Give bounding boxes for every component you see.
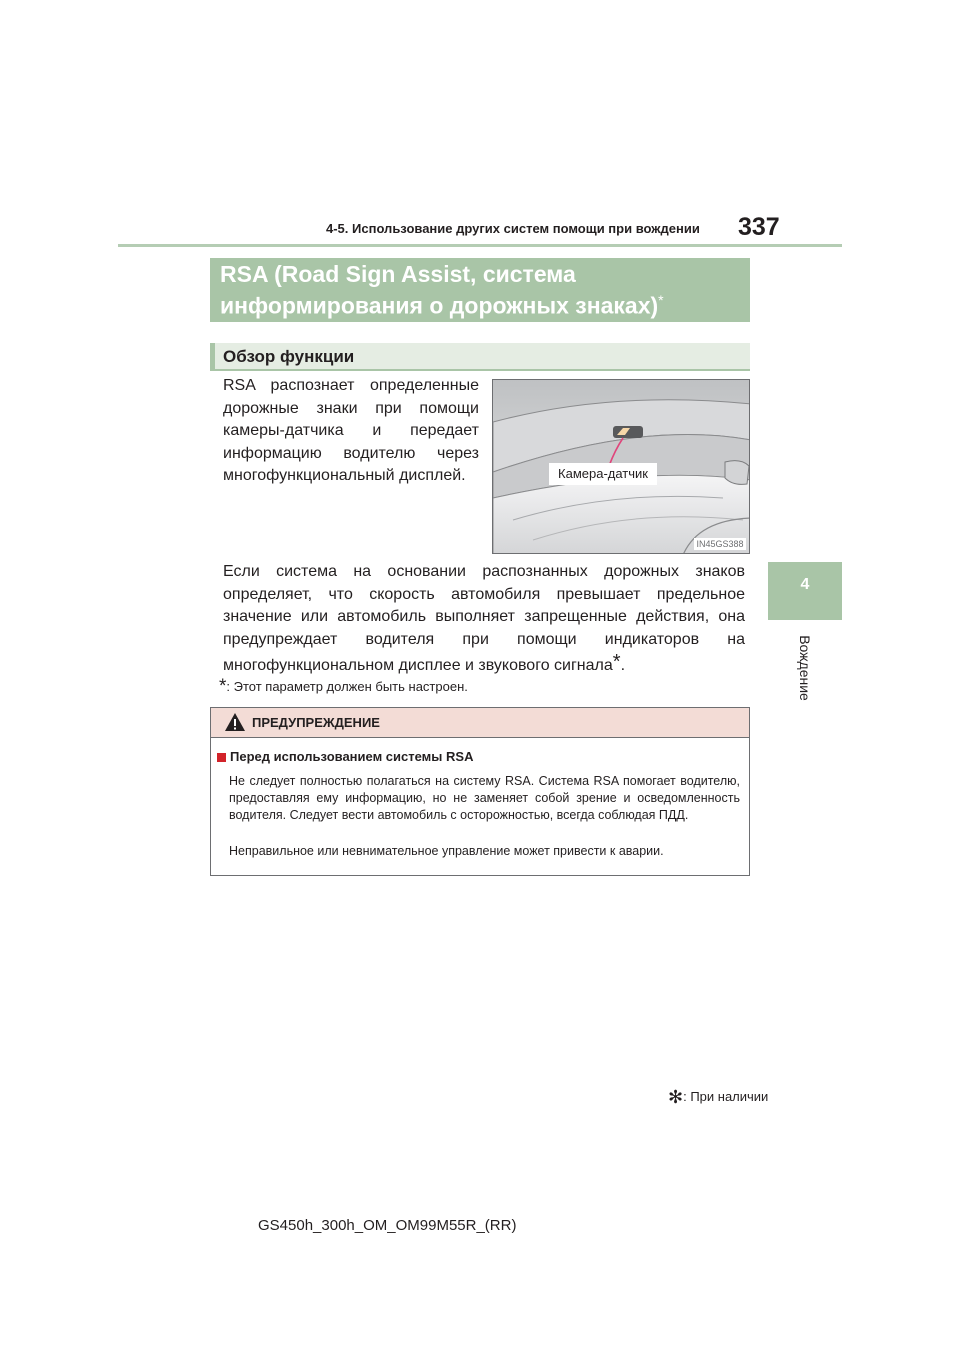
page-title-line1: RSA (Road Sign Assist, система bbox=[220, 261, 576, 287]
camera-callout: Камера-датчик bbox=[549, 463, 657, 485]
availability-note bbox=[668, 1087, 768, 1108]
header-divider bbox=[118, 244, 842, 247]
main-paragraph bbox=[223, 561, 745, 678]
chapter-number: 4 bbox=[800, 576, 810, 593]
availability-text: : При наличии bbox=[683, 1089, 769, 1104]
intro-paragraph: RSA распознает определенные дорожные знаки при помощи камеры-датчика и передает информацию водителю через многофункциональный дисплей. bbox=[223, 377, 479, 484]
warning-subtitle: Перед использованием системы RSA bbox=[230, 749, 474, 764]
chapter-label: Вождение bbox=[797, 635, 813, 701]
warning-title: ПРЕДУПРЕЖДЕНИЕ bbox=[252, 715, 380, 730]
footnote-asterisk: * bbox=[219, 676, 227, 697]
red-square-bullet-icon bbox=[217, 753, 226, 762]
page-number: 337 bbox=[738, 213, 780, 241]
warning-triangle-icon bbox=[224, 712, 246, 737]
footnote bbox=[219, 676, 468, 698]
section-header: 4-5. Использование других систем помощи при вождении bbox=[326, 221, 700, 236]
subheading: Обзор функции bbox=[223, 347, 355, 366]
footnote-text: : Этот параметр должен быть настроен. bbox=[226, 679, 468, 694]
main-paragraph-asterisk: * bbox=[612, 651, 621, 673]
title-asterisk: * bbox=[658, 292, 664, 308]
page-title-line2 bbox=[220, 292, 664, 320]
main-paragraph-text: Если система на основании распознанных дорожных знаков определяет, что скорость автомобиля превышает предельное значение или автомобиль выполняет запрещенные действия, она предупреждает водителя при помощи индикаторов на многофункциональном дисплее и звукового сигнала bbox=[223, 563, 745, 674]
page-title-line2-text: информирования о дорожных знаках) bbox=[220, 292, 659, 319]
warning-paragraph-1: Не следует полностью полагаться на систему RSA. Система RSA помогает водителю, предоставляя ему информацию, но не заменяет собой зрение и осведомленность водителя. Следует вести автомобиль с осторожностью, всегда соблюдая ПДД. bbox=[229, 774, 740, 822]
figure-code: IN45GS388 bbox=[694, 538, 746, 550]
warning-paragraph-2: Неправильное или невнимательное управление может привести к аварии. bbox=[229, 844, 664, 858]
main-paragraph-end: . bbox=[620, 657, 626, 674]
availability-star-icon: ✻ bbox=[668, 1087, 684, 1107]
footer-doc-code: GS450h_300h_OM_OM99M55R_(RR) bbox=[258, 1217, 517, 1234]
